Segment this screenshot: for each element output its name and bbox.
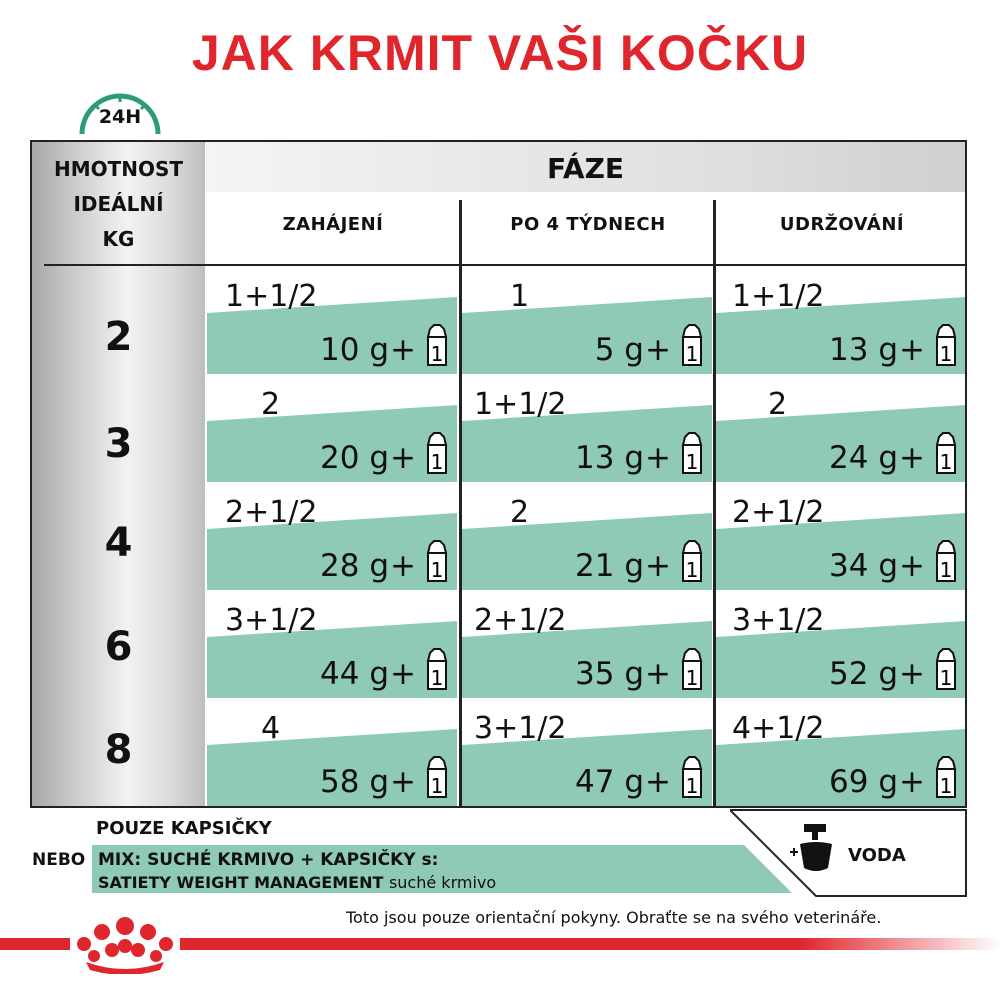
weight-label: 4 xyxy=(104,520,133,566)
plus-sign: + xyxy=(899,548,925,584)
portion-count: 2+1/2 xyxy=(732,495,825,530)
portion-count: 3+1/2 xyxy=(732,603,825,638)
plus-sign: + xyxy=(645,548,671,584)
pouch-count: 1 xyxy=(939,558,953,582)
pouch-count: 1 xyxy=(430,450,444,474)
pouch-count: 1 xyxy=(430,774,444,798)
pouch-count: 1 xyxy=(939,666,953,690)
water-tap-bowl-icon xyxy=(786,822,842,882)
portion-count: 2+1/2 xyxy=(474,603,567,638)
pouch-count: 1 xyxy=(685,666,699,690)
phase-header-4weeks: PO 4 TÝDNECH xyxy=(510,214,666,235)
weight-header-line: KG xyxy=(102,227,135,251)
portion-count: 1+1/2 xyxy=(225,279,318,314)
legend-water: VODA xyxy=(848,845,906,866)
phase-group-label: FÁZE xyxy=(546,152,624,185)
portion-count: 2 xyxy=(768,387,788,422)
pouch-count: 1 xyxy=(685,450,699,474)
portion-count: 4+1/2 xyxy=(732,711,825,746)
table-frame xyxy=(30,140,967,808)
dry-food-amount: 13 g xyxy=(575,440,644,476)
crown-logo-icon xyxy=(70,910,180,974)
dry-food-amount: 52 g xyxy=(829,656,898,692)
legend-pouches-only: POUZE KAPSIČKY xyxy=(96,818,272,839)
portion-count: 2+1/2 xyxy=(225,495,318,530)
weight-header-line: IDEÁLNÍ xyxy=(73,192,164,216)
page-title: JAK KRMIT VAŠI KOČKU xyxy=(191,25,809,81)
plus-sign: + xyxy=(645,764,671,800)
pouch-count: 1 xyxy=(685,774,699,798)
badge-label: 24H xyxy=(98,106,142,128)
plus-sign: + xyxy=(390,764,416,800)
weight-label: 8 xyxy=(104,727,133,773)
portion-count: 2 xyxy=(261,387,281,422)
legend-or: NEBO xyxy=(32,850,86,870)
pouch-count: 1 xyxy=(939,342,953,366)
phase-header-start: ZAHÁJENÍ xyxy=(282,214,384,235)
plus-sign: + xyxy=(645,656,671,692)
dry-food-amount: 5 g xyxy=(594,332,644,368)
dry-food-amount: 10 g xyxy=(320,332,389,368)
mix-product-name: SATIETY WEIGHT MANAGEMENT xyxy=(98,873,384,892)
weight-label: 2 xyxy=(104,314,133,360)
dry-food-amount: 13 g xyxy=(829,332,898,368)
plus-sign: + xyxy=(899,764,925,800)
legend-mix-line1: MIX: SUCHÉ KRMIVO + KAPSIČKY s: xyxy=(98,850,439,870)
disclaimer: Toto jsou pouze orientační pokyny. Obraťte se na svého veterináře. xyxy=(346,908,882,927)
pouch-count: 1 xyxy=(430,666,444,690)
plus-sign: + xyxy=(899,332,925,368)
dry-food-amount: 28 g xyxy=(320,548,389,584)
pouch-count: 1 xyxy=(685,342,699,366)
plus-sign: + xyxy=(645,440,671,476)
dry-food-amount: 47 g xyxy=(575,764,644,800)
dry-food-amount: 34 g xyxy=(829,548,898,584)
pouch-count: 1 xyxy=(430,558,444,582)
weight-label: 3 xyxy=(104,421,133,467)
dry-food-amount: 58 g xyxy=(320,764,389,800)
dry-food-amount: 69 g xyxy=(829,764,898,800)
weight-header-line: HMOTNOST xyxy=(53,157,184,181)
weight-label: 6 xyxy=(104,624,133,670)
portion-count: 4 xyxy=(261,711,281,746)
dry-food-amount: 44 g xyxy=(320,656,389,692)
plus-sign: + xyxy=(390,332,416,368)
portion-count: 1+1/2 xyxy=(474,387,567,422)
dry-food-amount: 21 g xyxy=(575,548,644,584)
phase-header-maintenance: UDRŽOVÁNÍ xyxy=(779,214,905,235)
plus-sign: + xyxy=(899,656,925,692)
plus-sign: + xyxy=(390,656,416,692)
plus-sign: + xyxy=(899,440,925,476)
portion-count: 3+1/2 xyxy=(474,711,567,746)
legend-mix-line2 xyxy=(98,873,496,892)
portion-count: 3+1/2 xyxy=(225,603,318,638)
portion-count: 2 xyxy=(510,495,530,530)
plus-sign: + xyxy=(390,440,416,476)
dry-food-amount: 20 g xyxy=(320,440,389,476)
pouch-count: 1 xyxy=(939,774,953,798)
pouch-count: 1 xyxy=(685,558,699,582)
mix-product-type: suché krmivo xyxy=(388,873,497,892)
plus-sign: + xyxy=(390,548,416,584)
dry-food-amount: 24 g xyxy=(829,440,898,476)
dry-food-amount: 35 g xyxy=(575,656,644,692)
portion-count: 1+1/2 xyxy=(732,279,825,314)
plus-sign: + xyxy=(645,332,671,368)
pouch-count: 1 xyxy=(939,450,953,474)
portion-count: 1 xyxy=(510,279,530,314)
pouch-count: 1 xyxy=(430,342,444,366)
